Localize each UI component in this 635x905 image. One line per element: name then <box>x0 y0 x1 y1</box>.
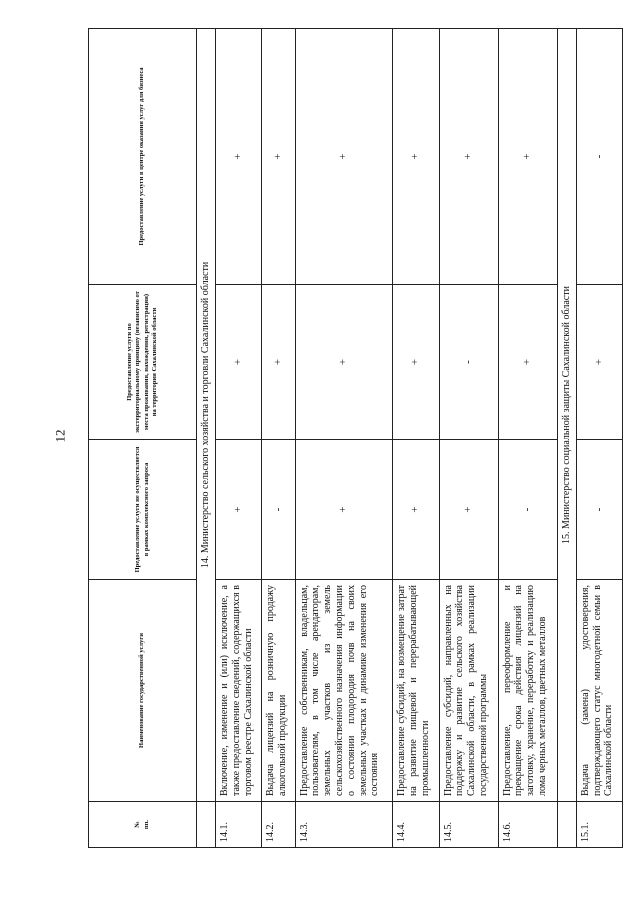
section-title: 15. Министерство социальной защиты Сахалинской области <box>557 29 576 802</box>
business-mark: + <box>393 29 439 285</box>
table-row <box>216 29 262 848</box>
extraterritorial-mark: - <box>439 285 498 440</box>
service-name: Предоставление субсидий, на возмещение затрат на развитие пищевой и перерабатывающей промышленности <box>393 580 439 802</box>
table-row <box>439 29 498 848</box>
extraterritorial-mark: + <box>295 285 393 440</box>
extraterritorial-mark: + <box>393 285 439 440</box>
services-table <box>88 28 623 848</box>
business-mark: + <box>498 29 557 285</box>
table-row <box>262 29 295 848</box>
section-row <box>557 29 576 848</box>
section-spacer <box>197 802 216 848</box>
extraterritorial-mark: + <box>216 285 262 440</box>
service-name: Предоставление, переоформление и прекращение срока действия лицензий на заготовку, хранение, переработку и реализацию лома черных металлов, цветных металлов <box>498 580 557 802</box>
business-mark: + <box>216 29 262 285</box>
commercial-mark: - <box>262 440 295 580</box>
row-number: 14.1. <box>216 802 262 848</box>
service-name: Предоставление собственникам, владельцам, пользователям, в том числе арендаторам, земельных участков из земель сельскохозяйственного назначения информации о состоянии плодородия почв на своих земельных участках и динамике изменения его состояния <box>295 580 393 802</box>
row-number: 14.4. <box>393 802 439 848</box>
page-number: 12 <box>52 429 68 443</box>
section-spacer <box>557 802 576 848</box>
commercial-mark: + <box>216 440 262 580</box>
header-num: № пп. <box>89 802 197 848</box>
table-body <box>89 29 623 848</box>
table-row <box>295 29 393 848</box>
header-commercial: Предоставление услуги не осуществляется в рамках комплексного запроса <box>89 440 197 580</box>
header-extraterritorial: Предоставление услуги по экстерриториальному принципу (независимо от места проживания, нахождения, регистрации) на территории Сахалинской области <box>89 285 197 440</box>
service-name: Включение, изменение и (или) исключение, а также предоставление сведений, содержащихся в торговом реестре Сахалинской области <box>216 580 262 802</box>
header-row <box>89 29 197 848</box>
row-number: 15.1. <box>576 802 622 848</box>
header-name: Наименование государственной услуги <box>89 580 197 802</box>
section-row <box>197 29 216 848</box>
header-business: Предоставление услуги в центре оказания услуг для бизнеса <box>89 29 197 285</box>
table-row <box>393 29 439 848</box>
row-number: 14.5. <box>439 802 498 848</box>
commercial-mark: + <box>393 440 439 580</box>
commercial-mark: + <box>295 440 393 580</box>
row-number: 14.3. <box>295 802 393 848</box>
service-name: Выдача (замена) удостоверения, подтверждающего статус многодетной семьи в Сахалинской области <box>576 580 622 802</box>
table-row <box>498 29 557 848</box>
extraterritorial-mark: + <box>262 285 295 440</box>
commercial-mark: + <box>439 440 498 580</box>
business-mark: + <box>295 29 393 285</box>
section-title: 14. Министерство сельского хозяйства и торговли Сахалинской области <box>197 29 216 802</box>
business-mark: - <box>576 29 622 285</box>
commercial-mark: - <box>576 440 622 580</box>
row-number: 14.6. <box>498 802 557 848</box>
business-mark: + <box>262 29 295 285</box>
extraterritorial-mark: + <box>576 285 622 440</box>
service-name: Предоставление субсидий, направленных на поддержку и развитие сельского хозяйства Сахалинской области, в рамках реализации государственной программы <box>439 580 498 802</box>
business-mark: + <box>439 29 498 285</box>
table-row <box>576 29 622 848</box>
extraterritorial-mark: + <box>498 285 557 440</box>
commercial-mark: - <box>498 440 557 580</box>
row-number: 14.2. <box>262 802 295 848</box>
service-name: Выдача лицензий на розничную продажу алкогольной продукции <box>262 580 295 802</box>
rotated-table-container <box>88 28 623 848</box>
